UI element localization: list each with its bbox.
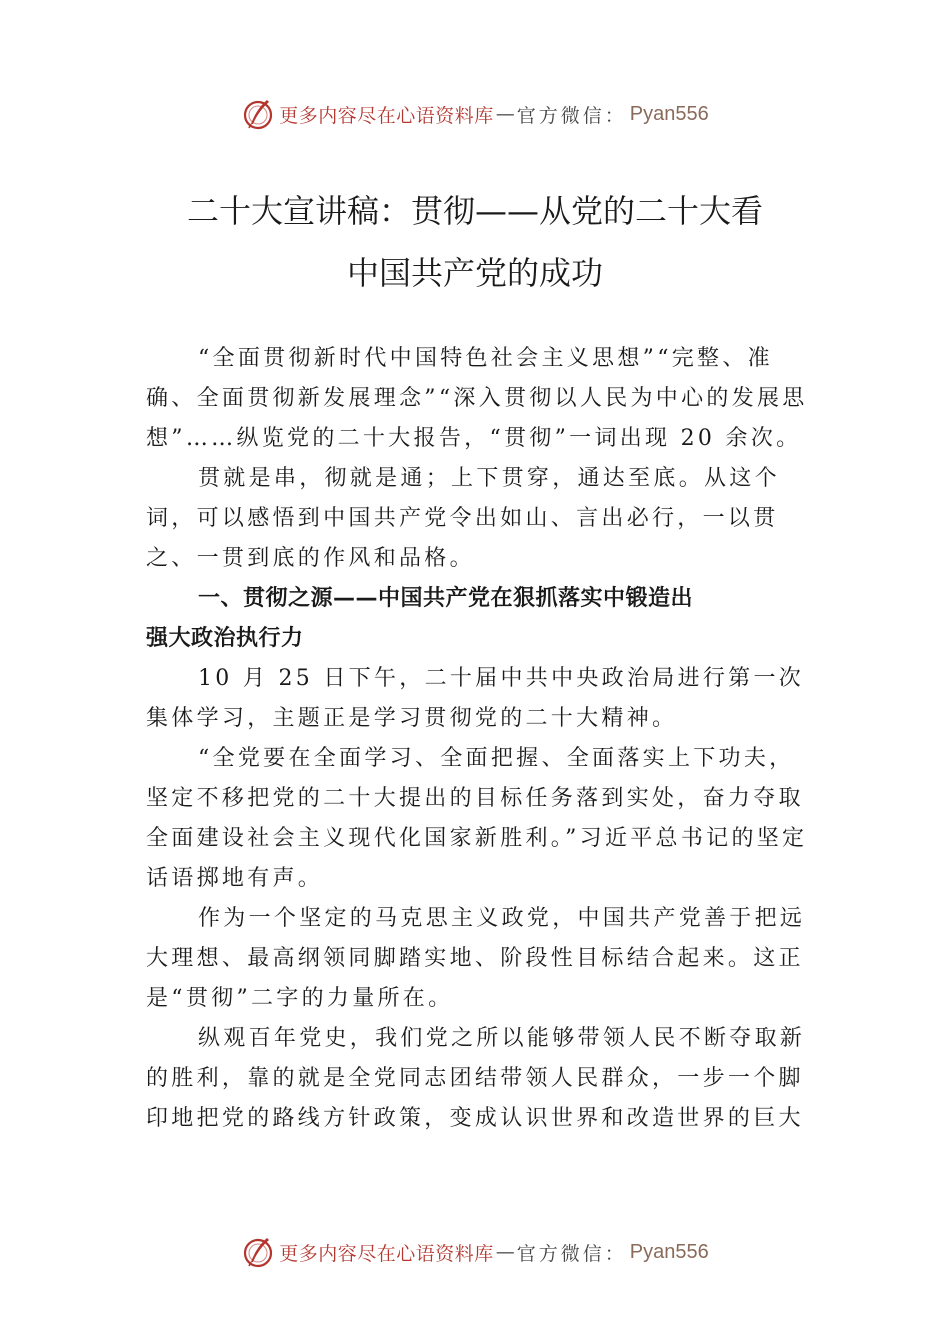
banner-dash: —	[495, 103, 515, 125]
page-title-line2: 中国共产党的成功	[346, 254, 603, 292]
document-body	[146, 339, 811, 1139]
banner-brand: 更多内容尽在心语资料库	[279, 1242, 494, 1265]
banner-brand: 更多内容尽在心语资料库	[279, 104, 494, 127]
banner-wechat-label: 官方微信	[516, 1242, 605, 1265]
header-banner	[0, 94, 950, 134]
quill-seal-icon	[241, 97, 275, 131]
footer-banner	[0, 1232, 950, 1272]
banner-colon: ：	[604, 104, 624, 127]
paragraph-2: 贯就是串，彻就是通；上下贯穿，通达至底。从这个词，可以感悟到中国共产党令出如山、言出必行，一以贯之、一贯到底的作风和品格。	[146, 466, 780, 571]
banner-wechat-id: Pyan556	[629, 1240, 709, 1263]
paragraph-4: “全党要在全面学习、全面把握、全面落实上下功夫，坚定不移把党的二十大提出的目标任务落到实处，奋力夺取全面建设社会主义现代化国家新胜利。”习近平总书记的坚定话语掷地有声。	[146, 746, 808, 891]
quill-seal-icon	[241, 1235, 275, 1269]
banner-dash: —	[495, 1241, 515, 1263]
paragraph-5: 作为一个坚定的马克思主义政党，中国共产党善于把远大理想、最高纲领同脚踏实地、阶段性目标结合起来。这正是“贯彻”二字的力量所在。	[146, 906, 806, 1011]
paragraph-6: 纵观百年党史，我们党之所以能够带领人民不断夺取新的胜利，靠的就是全党同志团结带领人民群众，一步一个脚印地把党的路线方针政策，变成认识世界和改造世界的巨大	[146, 1026, 806, 1131]
paragraph-1: “全面贯彻新时代中国特色社会主义思想”“完整、准确、全面贯彻新发展理念”“深入贯彻以人民为中心的发展思想”……纵览党的二十大报告，“贯彻”一词出现 20 余次。	[146, 346, 808, 451]
banner-wechat-id: Pyan556	[629, 102, 709, 125]
banner-wechat-label: 官方微信	[516, 104, 605, 127]
banner-colon: ：	[604, 1242, 624, 1265]
section-heading-1	[146, 579, 811, 659]
section-heading-1-line1: 一、贯彻之源——中国共产党在狠抓落实中锻造出	[198, 586, 694, 611]
paragraph-3: 10 月 25 日下午，二十届中共中央政治局进行第一次集体学习，主题正是学习贯彻党的二十大精神。	[146, 666, 805, 731]
page-title-line1: 二十大宣讲稿：贯彻——从党的二十大看	[186, 192, 763, 230]
section-heading-1-line2: 强大政治执行力	[146, 626, 304, 651]
